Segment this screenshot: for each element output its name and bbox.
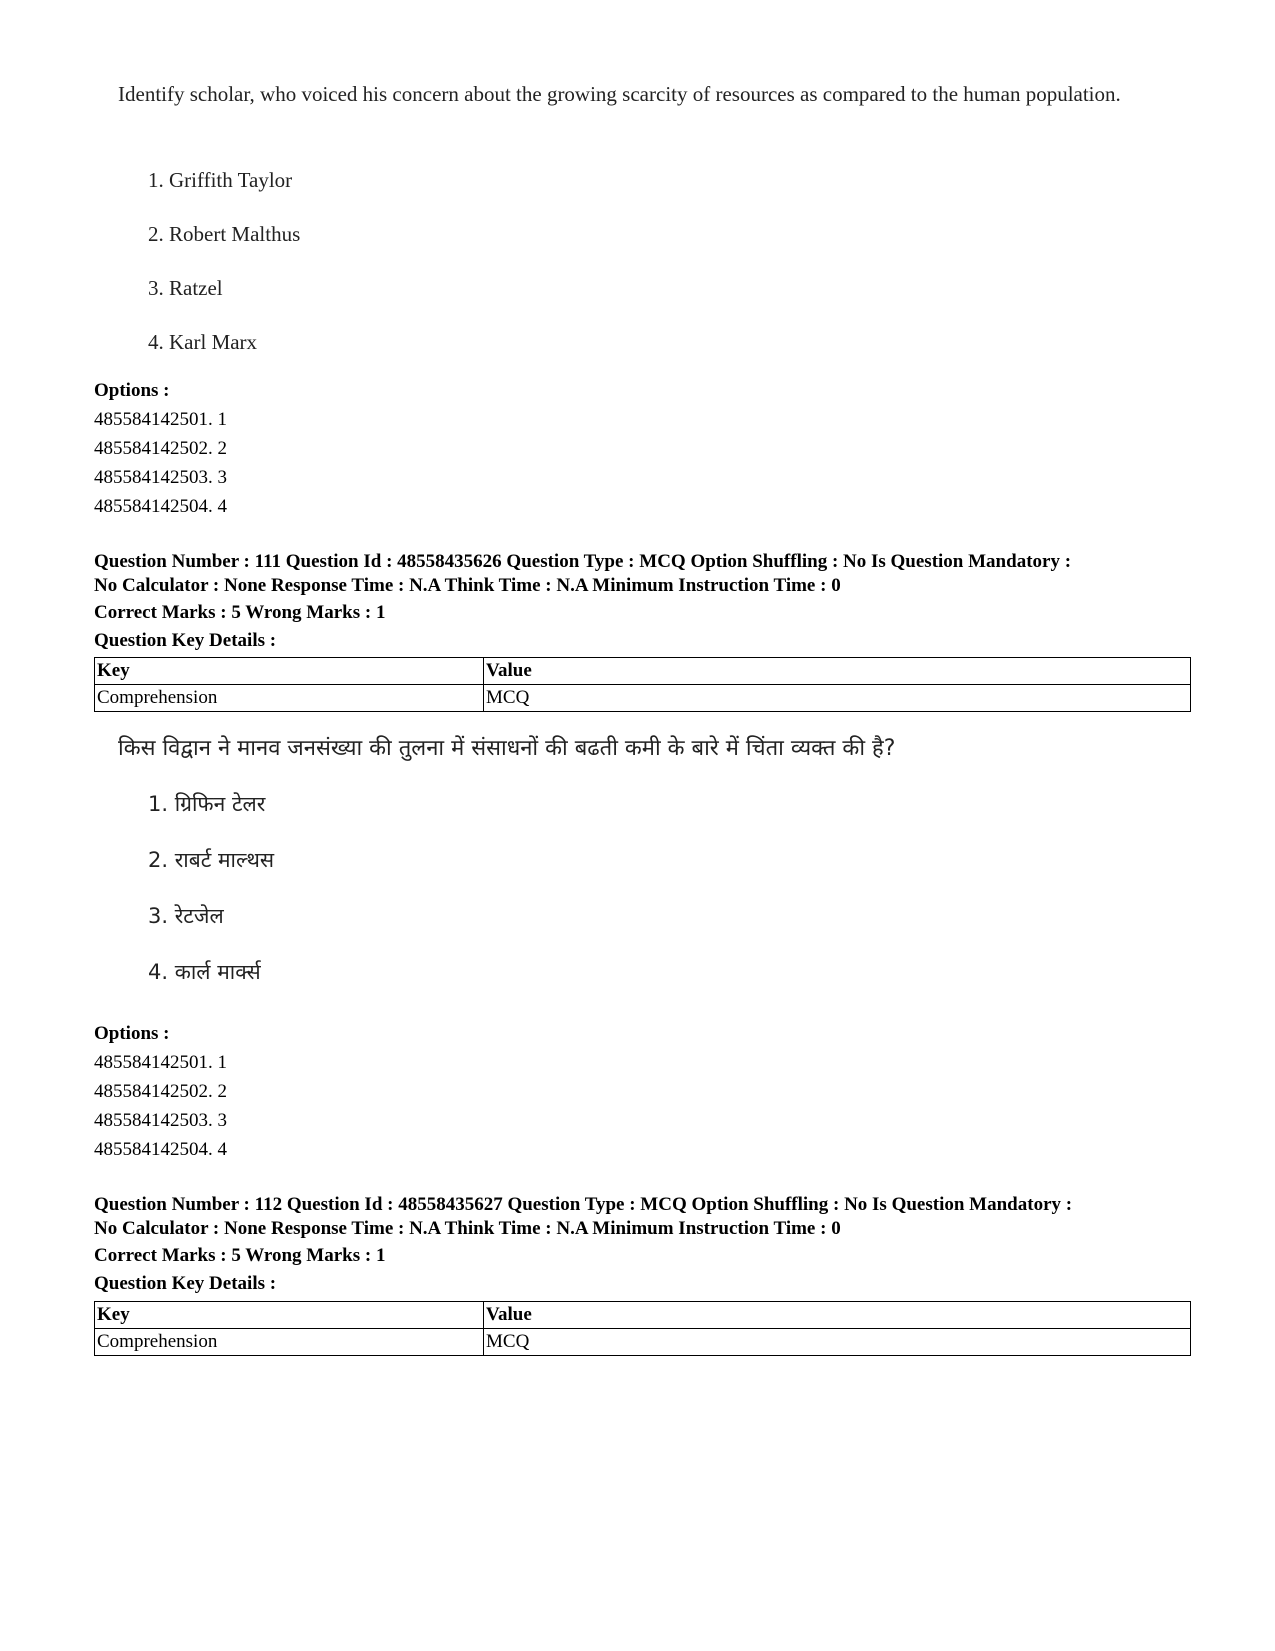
table-header-cell: Value xyxy=(484,658,1191,685)
key-details-table xyxy=(94,657,1191,712)
table-header-row xyxy=(95,1302,1191,1329)
table-cell: Comprehension xyxy=(95,685,484,712)
question-text-hindi: किस विद्वान ने मानव जनसंख्या की तुलना में संसाधनों की बढती कमी के बारे में चिंता व्यक्त की है? xyxy=(118,736,896,761)
table-row xyxy=(95,685,1191,712)
choice-item: 4. कार्ल मार्क्स xyxy=(148,960,261,984)
table-header-cell: Key xyxy=(95,658,484,685)
option-row: 485584142503. 3 xyxy=(94,1110,227,1131)
choice-list-english xyxy=(148,166,300,356)
question-meta-line2: No Calculator : None Response Time : N.A Think Time : N.A Minimum Instruction Time : 0 xyxy=(94,575,841,596)
question-meta xyxy=(94,1193,1204,1241)
choice-item: 2. Robert Malthus xyxy=(148,222,301,246)
options-label: Options : xyxy=(94,1023,170,1044)
option-row: 485584142501. 1 xyxy=(94,1052,227,1073)
question-meta xyxy=(94,550,1204,598)
options-label: Options : xyxy=(94,380,170,401)
choice-item: 1. ग्रिफिन टेलर xyxy=(148,792,266,816)
key-details-label: Question Key Details : xyxy=(94,630,277,651)
choice-item: 3. Ratzel xyxy=(148,276,223,300)
key-details-label: Question Key Details : xyxy=(94,1273,277,1294)
table-cell: MCQ xyxy=(484,1329,1191,1356)
question-meta-line1: Question Number : 112 Question Id : 48558435627 Question Type : MCQ Option Shuffling : No Is Question Mandatory : xyxy=(94,1194,1073,1215)
question-meta-line1: Question Number : 111 Question Id : 48558435626 Question Type : MCQ Option Shuffling : No Is Question Mandatory : xyxy=(94,551,1072,572)
table-cell: Comprehension xyxy=(95,1329,484,1356)
option-row: 485584142502. 2 xyxy=(94,438,227,459)
option-row: 485584142501. 1 xyxy=(94,409,227,430)
choice-list-hindi xyxy=(148,790,274,986)
question-meta-line2: No Calculator : None Response Time : N.A Think Time : N.A Minimum Instruction Time : 0 xyxy=(94,1218,841,1239)
table-cell: MCQ xyxy=(484,685,1191,712)
table-row xyxy=(95,1329,1191,1356)
choice-item: 3. रेटजेल xyxy=(148,904,224,928)
marks-line: Correct Marks : 5 Wrong Marks : 1 xyxy=(94,1245,386,1266)
options-block xyxy=(94,376,227,521)
marks-line: Correct Marks : 5 Wrong Marks : 1 xyxy=(94,602,386,623)
table-header-cell: Key xyxy=(95,1302,484,1329)
table-header-row xyxy=(95,658,1191,685)
options-block xyxy=(94,1019,227,1164)
table-header-cell: Value xyxy=(484,1302,1191,1329)
question-text-english: Identify scholar, who voiced his concern about the growing scarcity of resources as compared to the human population. xyxy=(118,82,1121,106)
choice-item: 2. राबर्ट माल्थस xyxy=(148,848,275,872)
option-row: 485584142504. 4 xyxy=(94,1139,227,1160)
option-row: 485584142504. 4 xyxy=(94,496,227,517)
choice-item: 1. Griffith Taylor xyxy=(148,168,293,192)
choice-item: 4. Karl Marx xyxy=(148,330,258,354)
option-row: 485584142503. 3 xyxy=(94,467,227,488)
option-row: 485584142502. 2 xyxy=(94,1081,227,1102)
key-details-table xyxy=(94,1301,1191,1356)
